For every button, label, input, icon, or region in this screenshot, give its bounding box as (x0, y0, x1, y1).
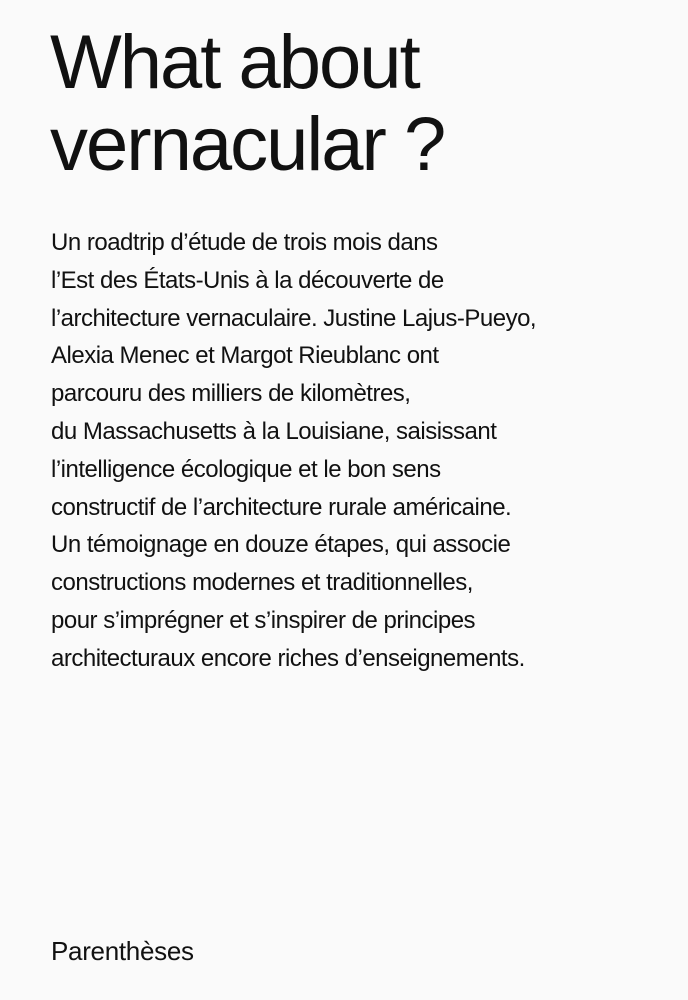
title-line-1: What about (50, 20, 419, 105)
description-line: parcouru des milliers de kilomètres, (51, 380, 411, 408)
title-line-2: vernacular ? (50, 102, 445, 187)
book-title (50, 22, 670, 186)
description-line: l’Est des États-Unis à la découverte de (51, 266, 444, 294)
description-line: Un témoignage en douze étapes, qui associe (51, 531, 511, 559)
description-line: architecturaux encore riches d’enseignements. (51, 644, 525, 672)
description-line: Un roadtrip d’étude de trois mois dans (51, 229, 438, 256)
description-line: Alexia Menec et Margot Rieublanc ont (51, 342, 439, 370)
description-line: pour s’imprégner et s’inspirer de principes (51, 606, 476, 634)
book-description (51, 224, 676, 678)
description-line: constructif de l’architecture rurale américaine. (51, 493, 512, 521)
publisher-name: Parenthèses (51, 936, 194, 966)
description-line: l’intelligence écologique et le bon sens (51, 455, 441, 483)
description-line: constructions modernes et traditionnelles, (51, 569, 473, 597)
description-line: l’architecture vernaculaire. Justine Lajus-Pueyo, (51, 304, 537, 332)
description-line: du Massachusetts à la Louisiane, saisissant (51, 417, 497, 445)
